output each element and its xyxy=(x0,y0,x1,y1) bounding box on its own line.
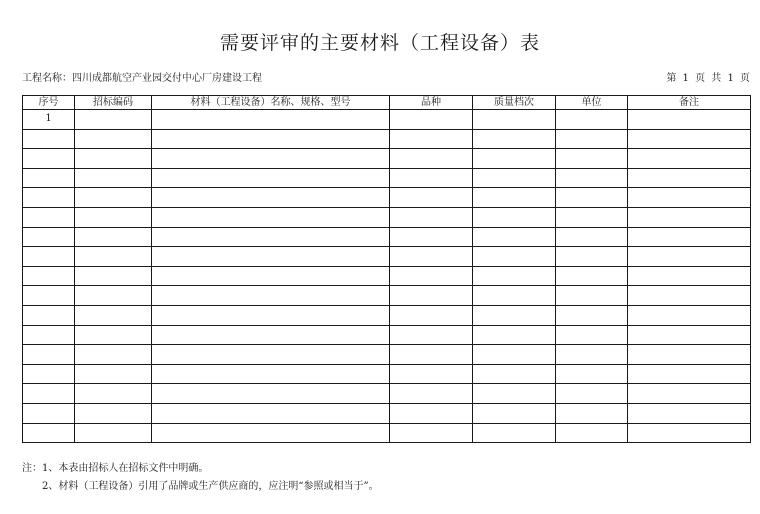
table-cell xyxy=(390,110,473,130)
table-cell xyxy=(556,384,628,404)
table-row xyxy=(23,227,751,247)
table-cell xyxy=(75,247,152,267)
table-cell xyxy=(556,345,628,365)
table-cell xyxy=(152,345,390,365)
column-header-index: 序号 xyxy=(23,96,75,110)
table-cell xyxy=(473,423,556,443)
table-cell xyxy=(152,364,390,384)
table-cell xyxy=(628,266,751,286)
table-cell xyxy=(628,286,751,306)
table-cell xyxy=(628,188,751,208)
table-cell xyxy=(75,129,152,149)
table-cell xyxy=(75,345,152,365)
table-cell xyxy=(556,207,628,227)
table-cell xyxy=(75,207,152,227)
table-cell xyxy=(473,384,556,404)
column-header-material: 材料（工程设备）名称、规格、型号 xyxy=(152,96,390,110)
table-cell xyxy=(556,168,628,188)
table-cell xyxy=(390,247,473,267)
table-cell xyxy=(75,266,152,286)
table-cell xyxy=(628,168,751,188)
table-cell xyxy=(152,384,390,404)
table-cell xyxy=(628,364,751,384)
table-cell xyxy=(628,384,751,404)
table-cell xyxy=(473,188,556,208)
table-cell xyxy=(390,286,473,306)
table-cell xyxy=(152,325,390,345)
table-cell xyxy=(556,364,628,384)
table-cell xyxy=(473,110,556,130)
table-cell xyxy=(473,286,556,306)
table-cell xyxy=(152,149,390,169)
table-cell: 1 xyxy=(23,110,75,130)
table-cell xyxy=(473,247,556,267)
table-cell xyxy=(628,345,751,365)
table-cell xyxy=(556,403,628,423)
table-row xyxy=(23,403,751,423)
table-cell xyxy=(152,227,390,247)
table-cell xyxy=(75,423,152,443)
page-title: 需要评审的主要材料（工程设备）表 xyxy=(219,32,540,54)
table-cell xyxy=(23,188,75,208)
table-cell xyxy=(556,149,628,169)
table-body xyxy=(23,110,751,443)
table-cell xyxy=(75,305,152,325)
table-row xyxy=(23,266,751,286)
table-cell xyxy=(23,266,75,286)
table-row xyxy=(23,149,751,169)
table-cell xyxy=(75,364,152,384)
table-cell xyxy=(473,149,556,169)
table-cell xyxy=(556,305,628,325)
materials-table xyxy=(22,95,751,443)
table-cell xyxy=(390,227,473,247)
table-cell xyxy=(556,325,628,345)
table-row xyxy=(23,345,751,365)
table-row xyxy=(23,286,751,306)
table-header-row xyxy=(23,96,751,110)
table-cell xyxy=(152,286,390,306)
table-cell xyxy=(152,305,390,325)
table-cell xyxy=(152,207,390,227)
table-cell xyxy=(390,364,473,384)
table-cell xyxy=(152,168,390,188)
table-row xyxy=(23,110,751,130)
table-cell xyxy=(23,247,75,267)
table-row xyxy=(23,207,751,227)
table-cell xyxy=(628,149,751,169)
table-row xyxy=(23,188,751,208)
table-row xyxy=(23,423,751,443)
table-cell xyxy=(390,305,473,325)
table-cell xyxy=(473,168,556,188)
footnotes xyxy=(22,460,379,496)
table-cell xyxy=(390,168,473,188)
table-cell xyxy=(152,423,390,443)
page-indicator: 第 1 页 共 1 页 xyxy=(666,73,750,84)
table-cell xyxy=(152,110,390,130)
table-row xyxy=(23,129,751,149)
column-header-code: 招标编码 xyxy=(75,96,152,110)
table-cell xyxy=(390,423,473,443)
table-row xyxy=(23,325,751,345)
footnote-2: 2、材料（工程设备）引用了品牌或生产供应商的，应注明“参照或相当于”。 xyxy=(42,481,379,492)
table-cell xyxy=(23,305,75,325)
table-cell xyxy=(473,403,556,423)
table-cell xyxy=(628,325,751,345)
footnote-1: 注：1、本表由招标人在招标文件中明确。 xyxy=(22,463,209,474)
table-cell xyxy=(390,149,473,169)
table-row xyxy=(23,247,751,267)
table-cell xyxy=(152,403,390,423)
table-cell xyxy=(152,188,390,208)
column-header-variety: 品种 xyxy=(390,96,473,110)
table-cell xyxy=(628,423,751,443)
table-cell xyxy=(556,188,628,208)
table-cell xyxy=(473,325,556,345)
table-cell xyxy=(75,384,152,404)
table-cell xyxy=(75,168,152,188)
table-cell xyxy=(390,325,473,345)
table-cell xyxy=(556,227,628,247)
table-cell xyxy=(75,110,152,130)
table-cell xyxy=(473,345,556,365)
table-row xyxy=(23,384,751,404)
table-cell xyxy=(23,345,75,365)
table-cell xyxy=(23,384,75,404)
table-cell xyxy=(556,247,628,267)
table-cell xyxy=(390,129,473,149)
table-cell xyxy=(556,286,628,306)
table-cell xyxy=(152,266,390,286)
table-cell xyxy=(556,423,628,443)
table-cell xyxy=(473,207,556,227)
table-row xyxy=(23,168,751,188)
table-cell xyxy=(628,403,751,423)
table-cell xyxy=(473,129,556,149)
table-cell xyxy=(23,325,75,345)
table-cell xyxy=(556,110,628,130)
project-name: 工程名称：四川成都航空产业园交付中心厂房建设工程 xyxy=(22,73,262,84)
table-cell xyxy=(23,227,75,247)
column-header-unit: 单位 xyxy=(556,96,628,110)
table-cell xyxy=(390,266,473,286)
column-header-remark: 备注 xyxy=(628,96,751,110)
table-cell xyxy=(23,286,75,306)
table-cell xyxy=(23,149,75,169)
table-cell xyxy=(23,129,75,149)
table-cell xyxy=(473,364,556,384)
table-row xyxy=(23,364,751,384)
table-cell xyxy=(75,403,152,423)
table-cell xyxy=(628,227,751,247)
table-cell xyxy=(23,168,75,188)
table-cell xyxy=(390,384,473,404)
table-cell xyxy=(556,129,628,149)
table-cell xyxy=(23,403,75,423)
table-cell xyxy=(628,207,751,227)
table-cell xyxy=(473,305,556,325)
table-cell xyxy=(75,286,152,306)
table-cell xyxy=(152,247,390,267)
column-header-quality: 质量档次 xyxy=(473,96,556,110)
table-cell xyxy=(473,227,556,247)
table-cell xyxy=(75,227,152,247)
table-cell xyxy=(628,305,751,325)
table-cell xyxy=(628,247,751,267)
table-cell xyxy=(23,364,75,384)
table-cell xyxy=(23,207,75,227)
table-cell xyxy=(23,423,75,443)
table-row xyxy=(23,305,751,325)
table-cell xyxy=(628,129,751,149)
table-cell xyxy=(75,325,152,345)
table-cell xyxy=(390,345,473,365)
table-cell xyxy=(473,266,556,286)
table-cell xyxy=(628,110,751,130)
table-cell xyxy=(390,403,473,423)
table-cell xyxy=(390,207,473,227)
table-cell xyxy=(556,266,628,286)
table-cell xyxy=(152,129,390,149)
table-cell xyxy=(390,188,473,208)
table-cell xyxy=(75,188,152,208)
table-cell xyxy=(75,149,152,169)
